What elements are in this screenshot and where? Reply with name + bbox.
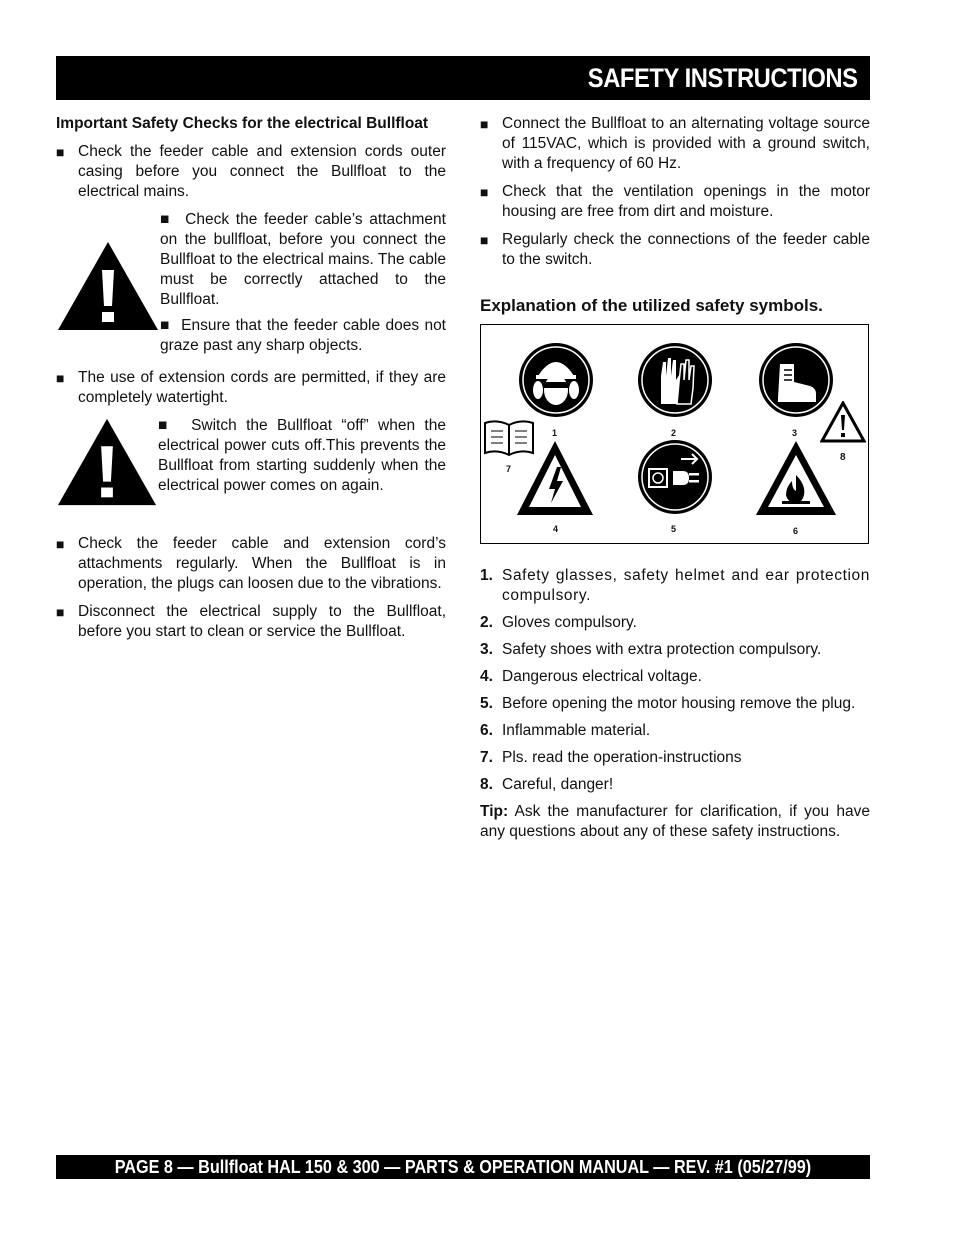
bullet-text: Regularly check the connections of the feeder cable to the switch. (502, 231, 870, 268)
list-item: 1. Safety glasses, safety helmet and ear protection compulsory. (480, 567, 870, 604)
bullet-item (56, 368, 446, 408)
symbols-legend-list (480, 566, 870, 795)
bullet-text: Check that the ventilation openings in the motor housing are free from dirt and moisture. (502, 183, 870, 220)
symbol-number: 6 (793, 526, 799, 536)
tip-label: Tip: (480, 803, 509, 820)
bullet-square-icon: ■ (160, 317, 171, 334)
bullet-item (56, 534, 446, 594)
warning-text (158, 416, 446, 508)
bullet-item (480, 182, 870, 222)
symbol-number: 4 (553, 524, 559, 534)
list-item: 2. Gloves compulsory. (480, 614, 637, 631)
bullet-item (480, 230, 870, 270)
list-item: 4. Dangerous electrical voltage. (480, 668, 702, 685)
warning-block (56, 210, 446, 362)
symbols-heading: Explanation of the utilized safety symbols. (480, 296, 823, 315)
bullet-square-icon: ■ (480, 232, 489, 248)
bullet-square-icon: ■ (160, 211, 172, 228)
list-item: 5. Before opening the motor housing remove the plug. (480, 695, 856, 712)
page-title: SAFETY INSTRUCTIONS (588, 62, 858, 93)
safety-helmet-glasses-ear-icon (518, 342, 594, 418)
bullet-text: Check the feeder cable and extension cord’s attachments regularly. When the Bullfloat is in operation, the plugs can loosen due to the vibrations. (78, 535, 446, 592)
symbol-number: 1 (552, 428, 558, 438)
safety-symbols-figure (480, 324, 869, 544)
tip-text: Ask the manufacturer for clarification, if you have any questions about any of these safety instructions. (480, 803, 870, 840)
flame-icon (754, 439, 838, 517)
warning-item-text: Switch the Bullfloat “off” when the electrical power cuts off.This prevents the Bullfloat from starting suddenly when the electrical power comes on again. (158, 417, 446, 494)
bullet-text: The use of extension cords are permitted, if they are completely watertight. (78, 369, 446, 406)
warning-triangle-icon (56, 210, 160, 362)
bullet-square-icon: ■ (158, 417, 173, 434)
bullet-item (56, 602, 446, 642)
bullet-text: Disconnect the electrical supply to the Bullfloat, before you start to clean or service the Bullfloat. (78, 603, 446, 640)
warning-item-text: Ensure that the feeder cable does not graze past any sharp objects. (160, 317, 446, 354)
electrical-voltage-icon (515, 439, 595, 517)
footer-text: PAGE 8 — Bullfloat HAL 150 & 300 — PARTS & OPERATION MANUAL — REV. #1 (05/27/99) (114, 1156, 812, 1177)
remove-plug-icon (637, 439, 713, 515)
bullet-text: Check the feeder cable and extension cords outer casing before you connect the Bullfloat to the electrical mains. (78, 143, 446, 200)
danger-exclamation-icon (820, 401, 866, 443)
right-column (480, 114, 870, 842)
list-item: 8. Careful, danger! (480, 776, 614, 793)
bullet-square-icon: ■ (56, 604, 65, 620)
warning-text (160, 210, 446, 362)
symbol-number: 5 (671, 524, 677, 534)
bullet-square-icon: ■ (56, 370, 65, 386)
gloves-icon (637, 342, 713, 418)
section-subtitle: Important Safety Checks for the electrical Bullfloat (56, 115, 429, 132)
symbol-number: 2 (671, 428, 677, 438)
list-item: 3. Safety shoes with extra protection compulsory. (480, 641, 822, 658)
warning-block (56, 416, 446, 508)
bullet-item (480, 114, 870, 174)
bullet-square-icon: ■ (56, 144, 65, 160)
bullet-item (56, 142, 446, 202)
warning-item-text: Check the feeder cable’s attachment on the bullfloat, before you connect the Bullfloat to the electrical mains. The cable must be correctly attached to the Bullfloat. (160, 211, 446, 308)
header-bar (56, 56, 870, 100)
left-column (56, 114, 446, 650)
bullet-square-icon: ■ (480, 184, 489, 200)
list-item: 6. Inflammable material. (480, 722, 651, 739)
symbol-number: 7 (506, 464, 512, 474)
footer-bar (56, 1155, 870, 1179)
bullet-square-icon: ■ (480, 116, 489, 132)
bullet-square-icon: ■ (56, 536, 65, 552)
tip-paragraph (480, 802, 870, 842)
symbol-number: 3 (792, 428, 798, 438)
bullet-text: Connect the Bullfloat to an alternating voltage source of 115VAC, which is provided with a ground switch, with a frequency of 60 Hz. (502, 115, 870, 172)
warning-triangle-icon (56, 416, 158, 508)
list-item: 7. Pls. read the operation-instructions (480, 749, 742, 766)
symbol-number: 8 (840, 452, 846, 463)
